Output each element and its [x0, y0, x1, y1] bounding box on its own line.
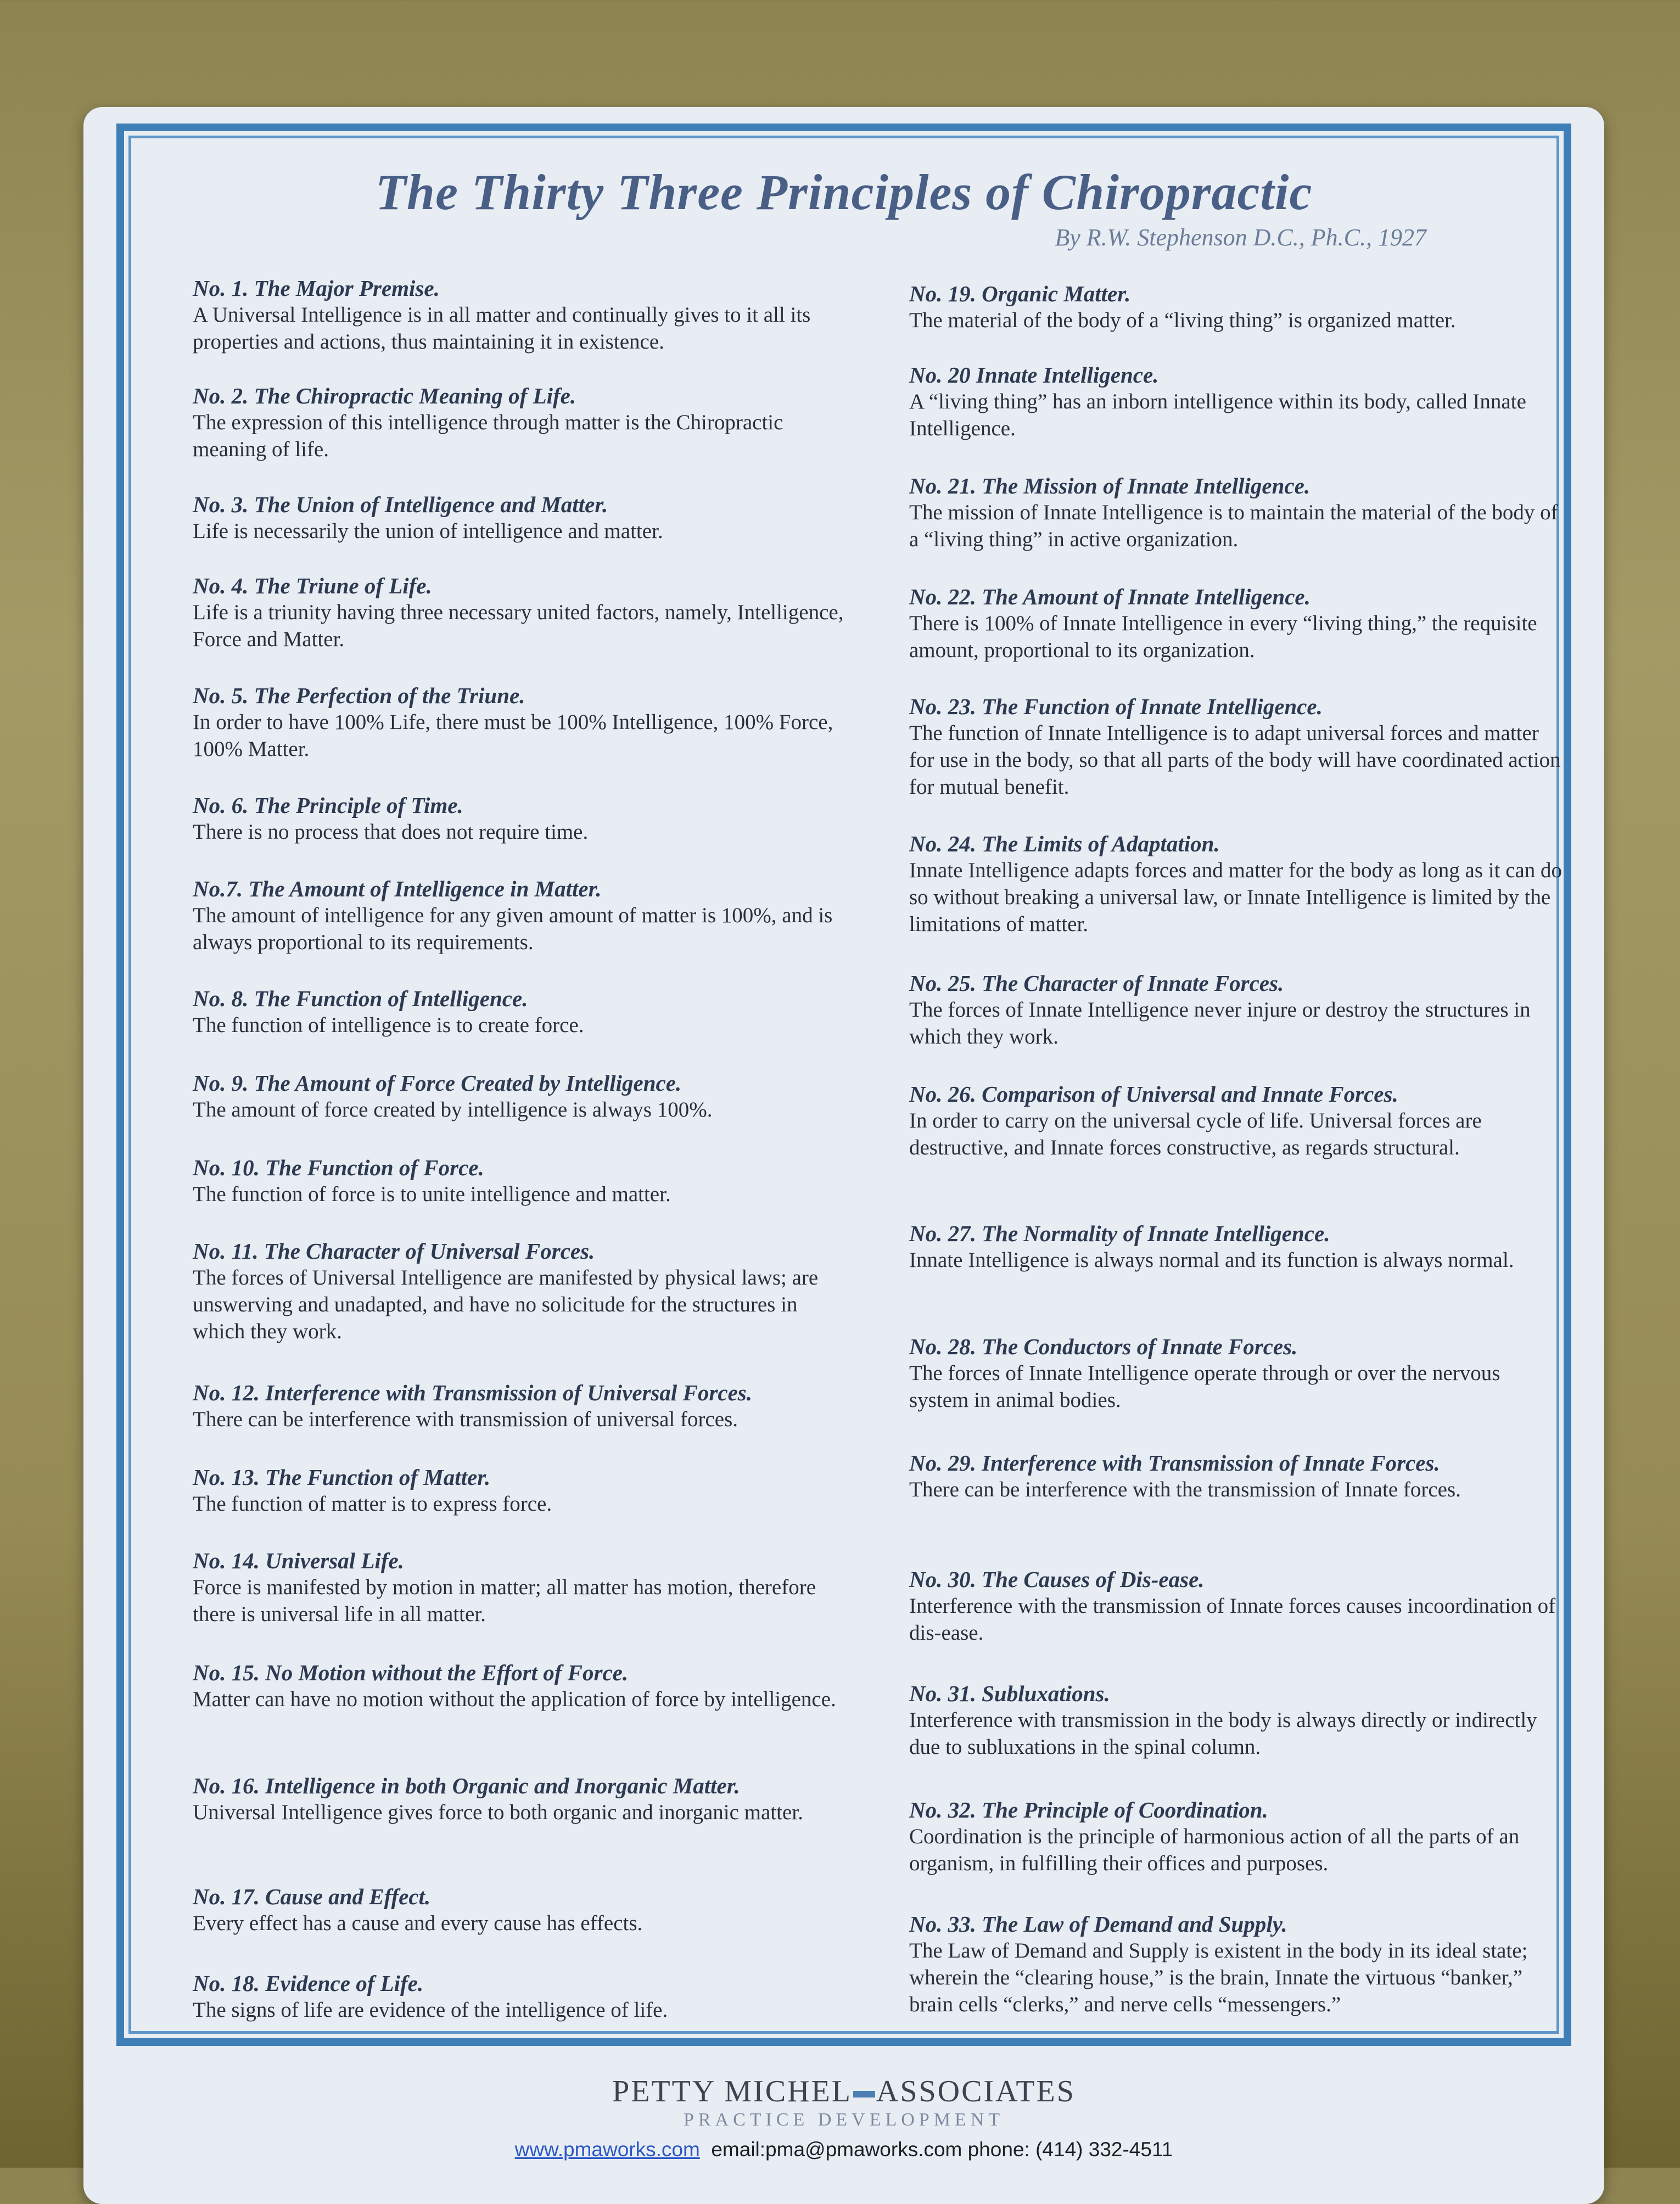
principle-heading: No. 28. The Conductors of Innate Forces. [909, 1334, 1298, 1359]
principle-heading: No. 15. No Motion without the Effort of Force. [193, 1660, 629, 1685]
principle-heading: No. 22. The Amount of Innate Intelligence. [909, 584, 1311, 609]
principle-heading: No. 29. Interference with Transmission of Innate Forces. [909, 1450, 1440, 1476]
principle-heading: No. 32. The Principle of Coordination. [909, 1797, 1268, 1822]
principle-11 [193, 1238, 846, 1345]
principle-text: The forces of Innate Intelligence never injure or destroy the structures in which they work. [909, 998, 1531, 1048]
principle-heading: No. 31. Subluxations. [909, 1681, 1110, 1706]
principle-text: Life is necessarily the union of intelligence and matter. [193, 519, 663, 543]
principle-text: The function of intelligence is to create force. [193, 1013, 584, 1037]
principle-12 [193, 1379, 846, 1433]
principle-text: A Universal Intelligence is in all matter and continually gives to it all its properties and actions, thus maintaining it in existence. [193, 303, 811, 354]
principle-2 [193, 383, 846, 463]
principle-text: There is 100% of Innate Intelligence in every “living thing,” the requisite amount, proportional to its organization. [909, 612, 1537, 662]
company-logo [83, 2074, 1604, 2109]
principle-17 [193, 1883, 846, 1937]
principle-23 [909, 693, 1563, 800]
principle-heading: No. 18. Evidence of Life. [193, 1971, 424, 1996]
principle-heading: No. 17. Cause and Effect. [193, 1884, 431, 1909]
principle-heading: No. 1. The Major Premise. [193, 276, 440, 301]
principle-14 [193, 1547, 846, 1628]
principle-heading: No. 13. The Function of Matter. [193, 1465, 491, 1490]
principle-30 [909, 1566, 1563, 1646]
principle-heading: No. 25. The Character of Innate Forces. [909, 971, 1284, 996]
principle-22 [909, 584, 1563, 664]
principle-32 [909, 1797, 1563, 1877]
principle-text: Matter can have no motion without the application of force by intelligence. [193, 1687, 836, 1711]
principle-heading: No. 16. Intelligence in both Organic and Inorganic Matter. [193, 1773, 740, 1798]
principle-15 [193, 1659, 846, 1713]
principle-27 [909, 1220, 1563, 1274]
principle-text: The signs of life are evidence of the intelligence of life. [193, 1998, 668, 2022]
principle-text: The material of the body of a “living thing” is organized matter. [909, 309, 1456, 332]
principle-heading: No. 20 Innate Intelligence. [909, 362, 1159, 388]
principle-text: The expression of this intelligence through matter is the Chiropractic meaning of life. [193, 411, 783, 461]
principle-text: Universal Intelligence gives force to both organic and inorganic matter. [193, 1801, 803, 1824]
principle-28 [909, 1333, 1563, 1414]
principle-heading: No. 26. Comparison of Universal and Innate Forces. [909, 1081, 1398, 1107]
principle-3 [193, 491, 846, 545]
principle-6 [193, 792, 846, 845]
principle-text: There can be interference with the transmission of Innate forces. [909, 1478, 1461, 1501]
poster-byline: By R.W. Stephenson D.C., Ph.C., 1927 [1055, 224, 1426, 251]
principle-heading: No. 14. Universal Life. [193, 1548, 404, 1573]
principle-text: There is no process that does not require time. [193, 820, 589, 844]
principle-heading: No. 5. The Perfection of the Triune. [193, 683, 525, 708]
principle-text: The function of Innate Intelligence is to adapt universal forces and matter for use in the body, so that all parts of the body will have coordinated action for mutual benefit. [909, 721, 1561, 799]
principle-8 [193, 985, 846, 1039]
principle-text: The forces of Universal Intelligence are manifested by physical laws; are unswerving and unadapted, and have no solicitude for the structures in which they work. [193, 1266, 819, 1343]
principle-heading: No. 19. Organic Matter. [909, 281, 1131, 306]
principle-text: A “living thing” has an inborn intelligence within its body, called Innate Intelligence. [909, 390, 1526, 440]
poster-title: The Thirty Three Principles of Chiropractic [375, 164, 1313, 220]
contact-info: email:pma@pmaworks.com phone: (414) 332-4511 [711, 2138, 1173, 2161]
principle-20 [909, 362, 1563, 442]
principle-heading: No. 21. The Mission of Innate Intelligence. [909, 473, 1311, 498]
principle-heading: No. 24. The Limits of Adaptation. [909, 831, 1220, 856]
principle-text: The amount of intelligence for any given amount of matter is 100%, and is always proportional to its requirements. [193, 904, 833, 954]
principle-text: The function of matter is to express force. [193, 1492, 552, 1516]
contact-line [83, 2138, 1604, 2161]
principle-text: Innate Intelligence adapts forces and matter for the body as long as it can do so without breaking a universal law, or Innate Intelligence is limited by the limitations of matter. [909, 859, 1563, 936]
principle-5 [193, 682, 846, 762]
principle-heading: No. 12. Interference with Transmission of Universal Forces. [193, 1380, 752, 1405]
principle-text: The mission of Innate Intelligence is to maintain the material of the body of a “living thing” in active organization. [909, 501, 1558, 551]
principle-heading: No. 10. The Function of Force. [193, 1155, 484, 1180]
logo-right-text: ASSOCIATES [876, 2074, 1076, 2108]
principle-heading: No. 8. The Function of Intelligence. [193, 986, 528, 1011]
principle-heading: No. 33. The Law of Demand and Supply. [909, 1911, 1287, 1937]
principle-21 [909, 473, 1563, 553]
principle-26 [909, 1081, 1563, 1161]
principle-text: In order to carry on the universal cycle of life. Universal forces are destructive, and Innate forces constructive, as regards structural. [909, 1109, 1482, 1159]
logo-left-text: PETTY MICHEL [612, 2074, 852, 2108]
principle-heading: No. 23. The Function of Innate Intelligence. [909, 694, 1323, 719]
principle-text: Life is a triunity having three necessary united factors, namely, Intelligence, Force and Matter. [193, 601, 844, 651]
principle-text: Interference with transmission in the body is always directly or indirectly due to subluxations in the spinal column. [909, 1708, 1537, 1759]
principle-19 [909, 281, 1563, 334]
principle-text: In order to have 100% Life, there must be 100% Intelligence, 100% Force, 100% Matter. [193, 710, 833, 761]
principle-heading: No. 9. The Amount of Force Created by Intelligence. [193, 1070, 682, 1096]
principle-9 [193, 1070, 846, 1123]
principle-heading: No.7. The Amount of Intelligence in Matter. [193, 876, 602, 901]
principle-text: There can be interference with transmission of universal forces. [193, 1407, 738, 1431]
principle-1 [193, 275, 846, 355]
principle-31 [909, 1680, 1563, 1760]
principle-heading: No. 11. The Character of Universal Forces. [193, 1238, 595, 1264]
principle-heading: No. 4. The Triune of Life. [193, 573, 432, 598]
principle-13 [193, 1464, 846, 1517]
principle-text: The forces of Innate Intelligence operate through or over the nervous system in animal bodies. [909, 1361, 1500, 1412]
principle-4 [193, 573, 846, 653]
principle-24 [909, 831, 1563, 938]
principle-10 [193, 1154, 846, 1208]
principle-heading: No. 2. The Chiropractic Meaning of Life. [193, 383, 576, 408]
principle-heading: No. 27. The Normality of Innate Intelligence. [909, 1221, 1330, 1246]
principle-16 [193, 1773, 846, 1826]
principle-heading: No. 6. The Principle of Time. [193, 793, 463, 818]
principle-text: Coordination is the principle of harmonious action of all the parts of an organism, in fulfilling their offices and purposes. [909, 1825, 1520, 1875]
logo-subtitle: PRACTICE DEVELOPMENT [683, 2110, 1005, 2130]
principle-heading: No. 3. The Union of Intelligence and Matter. [193, 492, 608, 517]
principle-18 [193, 1970, 846, 2023]
principle-text: The amount of force created by intelligence is always 100%. [193, 1098, 713, 1121]
principle-text: The Law of Demand and Supply is existent in the body in its ideal state; wherein the “clearing house,” is the brain, Innate the virtuous “banker,” brain cells “clerks,” and nerve cells “messengers.” [909, 1939, 1528, 2016]
principle-text: Interference with the transmission of Innate forces causes incoordination of dis-ease. [909, 1594, 1556, 1645]
principle-7 [193, 876, 846, 956]
principle-heading: No. 30. The Causes of Dis-ease. [909, 1567, 1205, 1592]
principle-text: Every effect has a cause and every cause has effects. [193, 1911, 643, 1935]
principle-text: Force is manifested by motion in matter; all matter has motion, therefore there is universal life in all matter. [193, 1575, 816, 1626]
principle-text: Innate Intelligence is always normal and its function is always normal. [909, 1248, 1514, 1272]
principle-29 [909, 1450, 1563, 1503]
principle-33 [909, 1911, 1563, 2018]
principle-text: The function of force is to unite intelligence and matter. [193, 1182, 671, 1206]
poster-card [83, 107, 1604, 2204]
website-link[interactable]: www.pmaworks.com [514, 2138, 700, 2161]
poster-frame [116, 124, 1571, 2046]
principle-25 [909, 970, 1563, 1050]
logo-dash-icon [853, 2091, 875, 2098]
